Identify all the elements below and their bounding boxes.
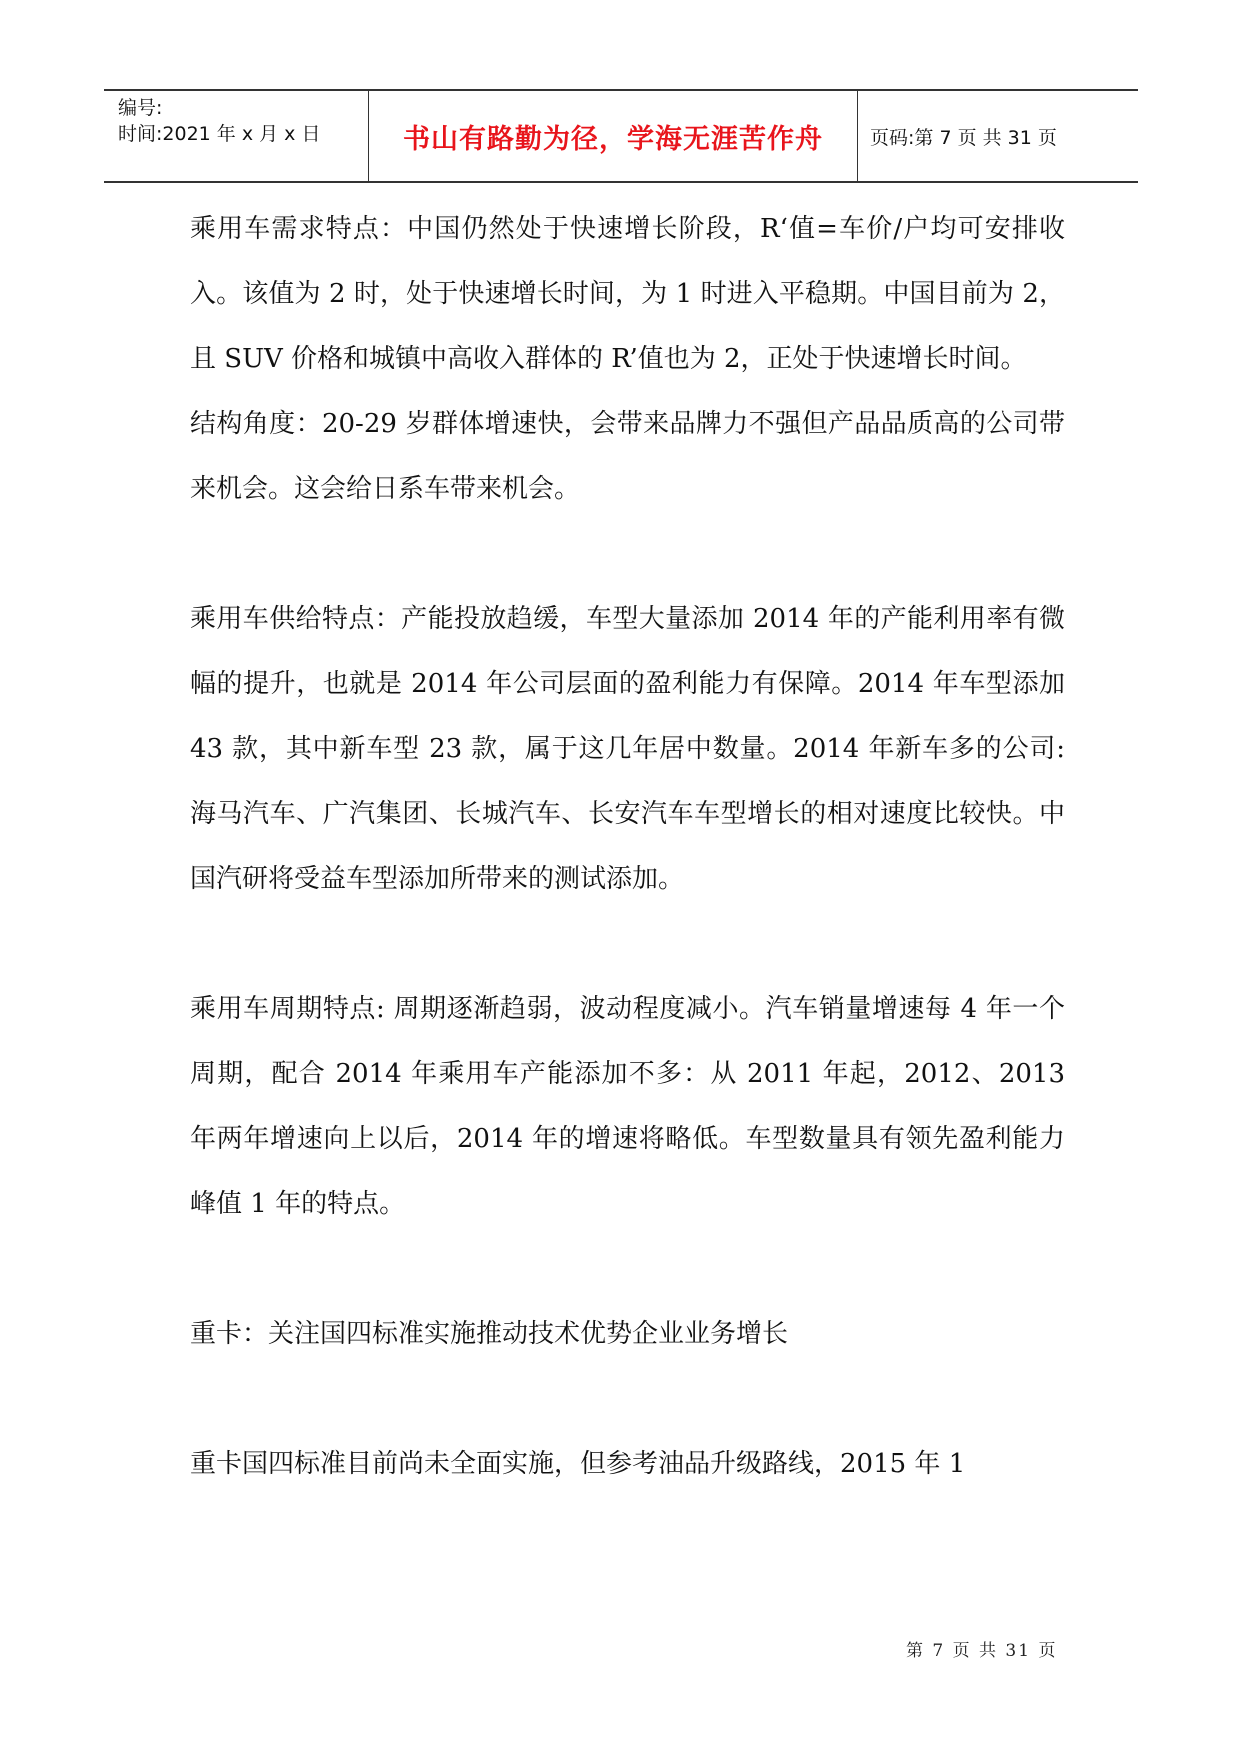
section-heading-heavy-truck: 重卡：关注国四标准实施推动技术优势企业业务增长 bbox=[190, 1319, 789, 1349]
document-time-label: 时间:2021 年 x 月 x 日 bbox=[118, 123, 321, 145]
paragraph-demand: 乘用车需求特点：中国仍然处于快速增长阶段，R‘值=车价/户均可安排收入。该值为 2 时，处于快速增长时间，为 1 时进入平稳期。中国目前为 2，且 SUV 价格和城镇中高收入群体的 R’值也为 2，正处于快速增长时间。 bbox=[190, 214, 1065, 374]
document-number-label: 编号: bbox=[118, 97, 163, 119]
paragraph-supply: 乘用车供给特点：产能投放趋缓，车型大量添加 2014 年的产能利用率有微幅的提升，也就是 2014 年公司层面的盈利能力有保障。2014 年车型添加 43 款，其中新车型 23 款，属于这几年居中数量。2014 年新车多的公司: 海马汽车、广汽集团、长城汽车、长安汽车车型增长的相对速度比较快。中国汽研将受益车型添加所带来的测试添加。 bbox=[190, 604, 1065, 894]
paragraph-spacer bbox=[190, 1367, 1065, 1432]
paragraph-spacer bbox=[190, 1237, 1065, 1302]
paragraph-structure: 结构角度：20-29 岁群体增速快，会带来品牌力不强但产品品质高的公司带来机会。这会给日系车带来机会。 bbox=[190, 409, 1065, 504]
page-footer: 第 7 页 共 31 页 bbox=[906, 1641, 1058, 1661]
header-meta bbox=[104, 91, 369, 181]
page-header bbox=[104, 89, 1138, 183]
paragraph-spacer bbox=[190, 522, 1065, 587]
header-page-code: 页码:第 7 页 共 31 页 bbox=[870, 126, 1057, 149]
paragraph-cycle: 乘用车周期特点: 周期逐渐趋弱，波动程度减小。汽车销量增速每 4 年一个周期，配合 2014 年乘用车产能添加不多：从 2011 年起，2012、2013 年两年增速向上以后，2014 年的增速将略低。车型数量具有领先盈利能力峰值 1 年的特点。 bbox=[190, 994, 1065, 1219]
header-motto: 书山有路勤为径，学海无涯苦作舟 bbox=[369, 91, 858, 181]
document-body bbox=[190, 197, 1065, 1497]
paragraph-spacer bbox=[190, 912, 1065, 977]
paragraph-heavy-truck: 重卡国四标准目前尚未全面实施，但参考油品升级路线，2015 年 1 bbox=[190, 1449, 966, 1479]
